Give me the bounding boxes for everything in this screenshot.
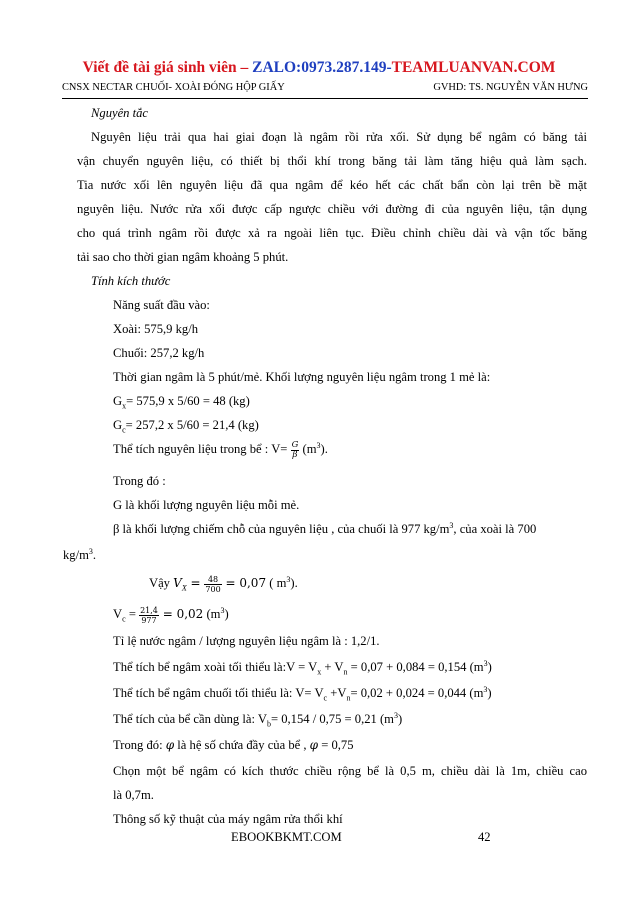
gx-formula: $G_x= 575,9$ x 5/60 = 48 (kg) [113,394,250,411]
heading-principle: Nguyên tắc [91,106,149,120]
banana-capacity: Chuối: 257,2 kg/h [113,346,205,360]
para-line-5: cho quá trình ngâm rồi được xả ra ngoài liên tục. Điều chỉnh chiều dài và vận tốc băng [77,226,587,240]
where-label: Trong đó : [113,474,166,488]
banner-text-1: Viết đề tài giá sinh viên – [82,59,253,76]
tank-choice-2: là 0,7m. [113,788,154,802]
banana-tank-volume: Thể tích bể ngâm chuối tối thiểu là: $V= V_c +V_n= 0,02 + 0,024 = 0,044$ $(m^3)$ [113,684,492,703]
para-line-2: vận chuyển nguyên liệu, có thiết bị thổi khí trong băng tải làm tăng hiệu quả làm sạch. [77,154,587,168]
page-number: 42 [478,830,491,844]
tank-choice-1: Chọn một bể ngâm có kích thước chiều rộng bể là 0,5 m, chiều dài là 1m, chiều cao [113,764,587,778]
volume-formula: Thể tích nguyên liệu trong bể : V= $\frac{G}{\beta}$ $(m^3)$. [113,439,328,460]
header-advisor: GVHD: TS. NGUYỄN VĂN HƯNG [433,82,588,93]
machine-spec: Thông số kỹ thuật của máy ngâm rửa thổi khí [113,812,343,826]
heading-sizing: Tính kích thước [91,274,171,288]
mango-capacity: Xoài: 575,9 kg/h [113,322,199,336]
banner-site: TEAMLUANVAN.COM [391,59,556,76]
capacity-label: Năng suất đầu vào: [113,298,210,312]
beta-definition: β là khối lượng chiếm chỗ của nguyên liệu , của chuối là 977 $kg/m^3$, của xoài là 700 [113,520,537,536]
para-line-3: Tia nước xối lên nguyên liệu đã qua ngâm để kéo hết các chất bẩn còn lại trên bề mặt [77,178,587,192]
vx-formula: Vậy $V_X$ = $\frac{48}{700}$ = 0,07 ( $m^3$). [149,574,298,594]
vc-fraction: $\frac{21,4}{977}$ [140,605,158,625]
fill-coefficient: Trong đó: φ là hệ số chứa đầy của bể , φ = 0,75 [113,738,354,752]
g-over-beta: $\frac{G}{\beta}$ [291,439,299,460]
para-line-4: nguyên liệu. Nước rửa xối được cấp ngược chiều với đường đi của nguyên liệu, tận dụng [77,202,587,216]
soak-time: Thời gian ngâm là 5 phút/mẻ. Khối lượng nguyên liệu ngâm trong 1 mẻ là: [113,370,491,384]
tank-volume: Thể tích của bể cần dùng là: $V_b= 0,154 / 0,75 = 0,21$ $(m^3)$ [113,710,403,729]
para-line-6: tải sao cho thời gian ngâm khoảng 5 phút. [77,250,289,264]
header-title: CNSX NECTAR CHUỐI- XOÀI ĐÓNG HỘP GIẤY [62,82,285,93]
banner-zalo: ZALO:0973.287.149- [252,59,392,76]
gc-formula: $G_c= 257,2$ x 5/60 = 21,4 (kg) [113,418,259,435]
mango-tank-volume: Thể tích bể ngâm xoài tối thiểu là:V = $V_x + V_n = 0,07 + 0,084 = 0,154$ $(m^3)$ [113,658,492,677]
ratio-text: Tỉ lệ nước ngâm / lượng nguyên liệu ngâm là : 1,2/1. [113,634,380,648]
beta-definition-cont: $kg/m^3$. [63,546,97,562]
vc-formula: $V_c$ = $\frac{21,4}{977}$ = 0,02 $(m^3)$ [113,605,229,625]
page-header [62,82,588,99]
vx-fraction: $\frac{48}{700}$ [205,574,221,594]
g-definition: G là khối lượng nguyên liệu mỗi mẻ. [113,498,300,512]
footer-site: EBOOKBKMT.COM [231,830,342,844]
para-line-1: Nguyên liệu trải qua hai giai đoạn là ngâm rồi rửa xối. Sử dụng bể ngâm có băng tải [91,130,587,144]
promo-banner [0,59,638,77]
